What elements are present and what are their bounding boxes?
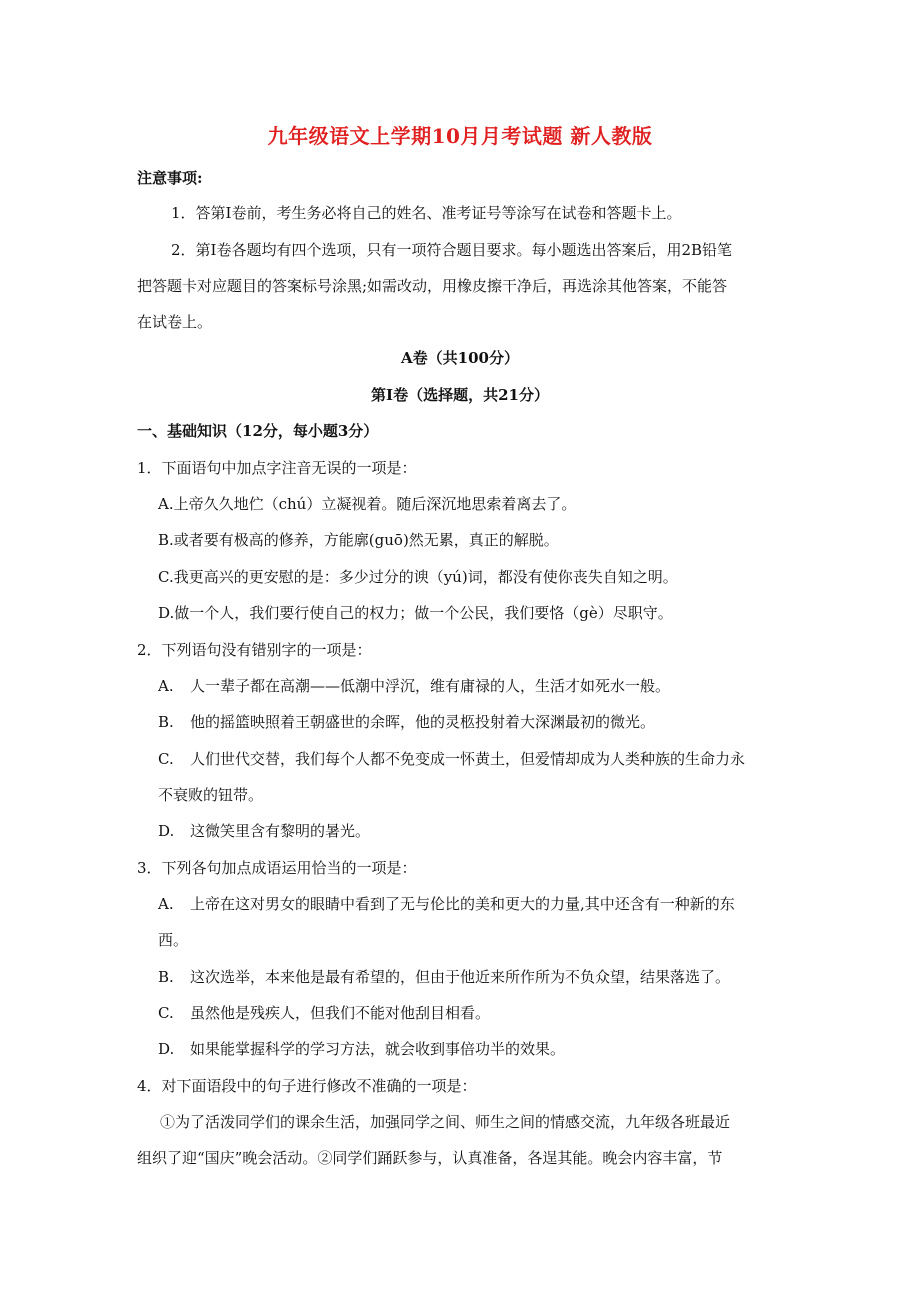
q3-option-a-letter: A. [158, 895, 174, 913]
q1-option-a: A.上帝久久地伫（chú）立凝视着。随后深沉地思索着离去了。 [158, 495, 577, 513]
q3-option-d-text: 如果能掌握科学的学习方法，就会收到事倍功半的效果。 [190, 1040, 566, 1058]
q3-option-a-text-line-2: 西。 [158, 931, 189, 949]
q2-option-c-letter: C. [158, 750, 174, 768]
q2-option-c [158, 749, 745, 769]
q3-stem: 3．下列各句加点成语运用恰当的一项是： [137, 859, 417, 877]
section-a-heading: A卷（共100分） [401, 349, 519, 367]
q3-option-b-text: 这次选举，本来他是最有希望的，但由于他近来所作所为不负众望，结果落选了。 [190, 968, 731, 986]
q4-passage-line-1: ①为了活泼同学们的课余生活，加强同学之间、师生之间的情感交流，九年级各班最近 [160, 1113, 731, 1131]
q3-option-b [158, 967, 730, 987]
notice-item-2-line-1: 2．第Ⅰ卷各题均有四个选项，只有一项符合题目要求。每小题选出答案后，用2B铅笔 [171, 241, 733, 259]
basics-heading: 一、基础知识（12分，每小题3分） [137, 422, 379, 440]
q3-option-a-text-line-1: 上帝在这对男女的眼睛中看到了无与伦比的美和更大的力量,其中还含有一种新的东 [190, 895, 735, 913]
notice-item-2-line-2: 把答题卡对应题目的答案标号涂黑;如需改动，用橡皮擦干净后，再选涂其他答案，不能答 [137, 277, 728, 295]
q2-option-a [158, 676, 670, 696]
q2-option-c-text-line-1: 人们世代交替，我们每个人都不免变成一怀黄土，但爱情却成为人类种族的生命力永 [190, 750, 746, 768]
q3-option-c-text: 虽然他是残疾人，但我们不能对他刮目相看。 [190, 1004, 491, 1022]
q2-stem: 2．下列语句没有错别字的一项是： [137, 641, 372, 659]
q2-option-d-text: 这微笑里含有黎明的暑光。 [190, 822, 371, 840]
q2-option-a-letter: A. [158, 677, 174, 695]
q1-option-c: C.我更高兴的更安慰的是：多少过分的谀（yú)词，都没有使你丧失自知之明。 [158, 568, 678, 586]
q2-option-d-letter: D. [158, 822, 175, 840]
q2-option-b [158, 712, 655, 732]
q3-option-d [158, 1039, 565, 1059]
q4-passage-line-2: 组织了迎“国庆”晚会活动。②同学们踊跃参与，认真准备，各逞其能。晚会内容丰富，节 [137, 1149, 723, 1167]
notice-item-2-line-3: 在试卷上。 [137, 313, 213, 331]
q2-option-b-text: 他的摇篮映照着王朝盛世的余晖，他的灵柩投射着大深渊最初的微光。 [190, 713, 656, 731]
q2-option-c-text-line-2: 不衰败的钮带。 [158, 786, 264, 804]
q1-option-d: D.做一个人，我们要行使自己的权力；做一个公民，我们要恪（gè）尽职守。 [158, 604, 673, 622]
q3-option-b-letter: B. [158, 968, 174, 986]
q2-option-b-letter: B. [158, 713, 174, 731]
notice-heading: 注意事项: [137, 169, 203, 187]
notice-item-1: 1．答第Ⅰ卷前，考生务必将自己的姓名、准考证号等涂写在试卷和答题卡上。 [171, 204, 682, 222]
q2-option-d [158, 821, 370, 841]
q4-stem: 4．对下面语段中的句子进行修改不准确的一项是： [137, 1077, 477, 1095]
q2-option-a-text: 人一辈子都在高潮——低潮中浮沉，维有庸禄的人，生活才如死水一般。 [190, 677, 671, 695]
document-title: 九年级语文上学期10月月考试题 新人教版 [267, 124, 653, 148]
q3-option-a [158, 894, 735, 914]
q3-option-c-letter: C. [158, 1004, 174, 1022]
q1-stem: 1．下面语句中加点字注音无误的一项是： [137, 459, 417, 477]
q3-option-d-letter: D. [158, 1040, 175, 1058]
part-1-heading: 第Ⅰ卷（选择题，共21分） [371, 386, 549, 404]
q3-option-c [158, 1003, 490, 1023]
q1-option-b: B.或者要有极高的修养，方能廓(guō)然无累，真正的解脱。 [158, 531, 559, 549]
